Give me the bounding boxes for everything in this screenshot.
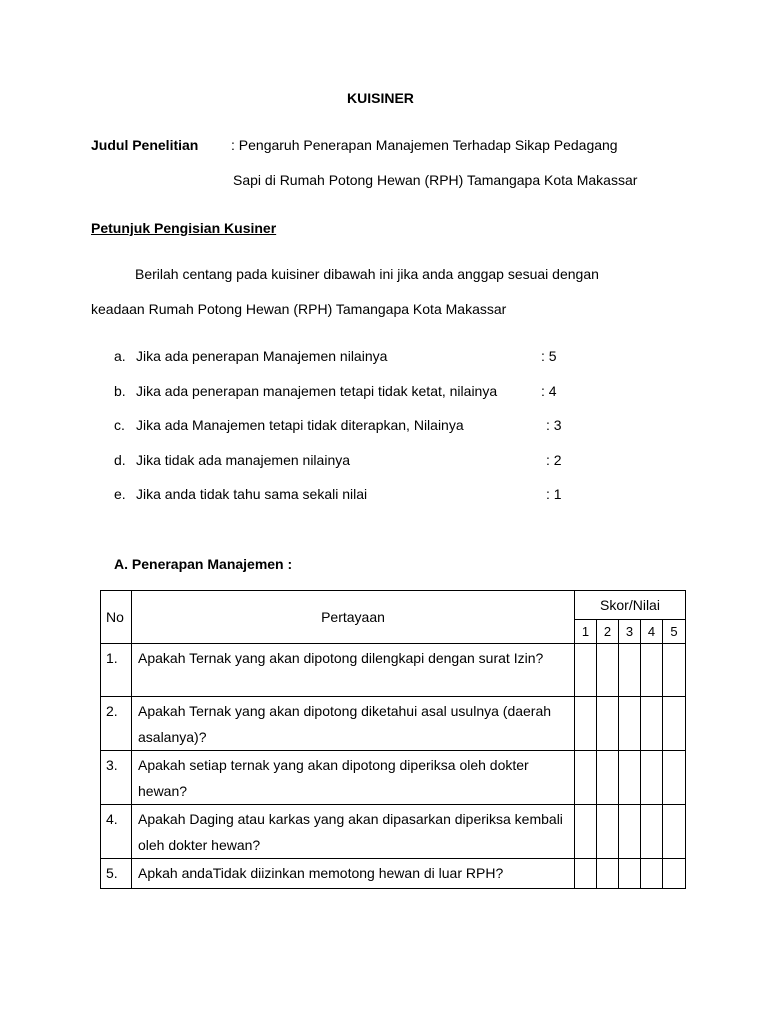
question-text: Apakah Ternak yang akan dipotong diketahui asal usulnya (daerah asalanya)? — [132, 697, 575, 751]
score-cell-4[interactable] — [641, 859, 663, 889]
column-header-score: Skor/Nilai — [575, 591, 686, 620]
score-cell-2[interactable] — [597, 751, 619, 805]
table-row — [101, 644, 686, 697]
score-cell-3[interactable] — [619, 751, 641, 805]
option-value: : 4 — [541, 383, 557, 399]
instructions-paragraph-line1: Berilah centang pada kuisiner dibawah ini jika anda anggap sesuai dengan — [135, 266, 599, 282]
score-header-1: 1 — [575, 620, 597, 644]
option-value: : 3 — [546, 417, 562, 433]
score-cell-3[interactable] — [619, 644, 641, 697]
document-title: KUISINER — [347, 90, 414, 106]
section-a-heading: A. Penerapan Manajemen : — [114, 556, 293, 572]
score-cell-5[interactable] — [663, 751, 686, 805]
option-letter: c. — [114, 417, 125, 433]
column-header-no: No — [101, 591, 132, 644]
score-cell-3[interactable] — [619, 697, 641, 751]
research-title-label: Judul Penelitian — [91, 137, 199, 153]
score-cell-4[interactable] — [641, 644, 663, 697]
score-header-3: 3 — [619, 620, 641, 644]
research-title-line1: : Pengaruh Penerapan Manajemen Terhadap Sikap Pedagang — [231, 137, 618, 153]
column-header-question: Pertayaan — [132, 591, 575, 644]
score-cell-1[interactable] — [575, 805, 597, 859]
option-text: Jika tidak ada manajemen nilainya — [136, 452, 351, 468]
question-text: Apakah Daging atau karkas yang akan dipasarkan diperiksa kembali oleh dokter hewan? — [132, 805, 575, 859]
row-number: 1. — [106, 650, 118, 666]
score-header-5: 5 — [663, 620, 686, 644]
question-text: Apakah setiap ternak yang akan dipotong diperiksa oleh dokter hewan? — [132, 751, 575, 805]
score-cell-4[interactable] — [641, 751, 663, 805]
instructions-heading: Petunjuk Pengisian Kusiner — [91, 220, 277, 236]
score-cell-4[interactable] — [641, 805, 663, 859]
option-letter: a. — [114, 348, 126, 364]
option-letter: e. — [114, 486, 126, 502]
score-cell-1[interactable] — [575, 751, 597, 805]
research-title-line2: Sapi di Rumah Potong Hewan (RPH) Tamangapa Kota Makassar — [233, 172, 638, 188]
score-cell-1[interactable] — [575, 644, 597, 697]
option-text: Jika anda tidak tahu sama sekali nilai — [136, 486, 368, 502]
option-text: Jika ada penerapan manajemen tetapi tidak ketat, nilainya — [136, 383, 498, 399]
questionnaire-table — [100, 590, 686, 889]
row-number: 2. — [106, 703, 118, 719]
instructions-paragraph-line2: keadaan Rumah Potong Hewan (RPH) Tamangapa Kota Makassar — [91, 301, 507, 317]
score-header-4: 4 — [641, 620, 663, 644]
table-row — [101, 805, 686, 859]
option-value: : 1 — [546, 486, 562, 502]
score-header-2: 2 — [597, 620, 619, 644]
row-number: 4. — [106, 811, 118, 827]
table-row — [101, 751, 686, 805]
score-cell-5[interactable] — [663, 644, 686, 697]
option-value: : 5 — [541, 348, 557, 364]
row-number: 5. — [106, 865, 118, 881]
score-cell-3[interactable] — [619, 805, 641, 859]
score-cell-2[interactable] — [597, 644, 619, 697]
table-row — [101, 697, 686, 751]
option-text: Jika ada Manajemen tetapi tidak diterapkan, Nilainya — [136, 417, 464, 433]
score-cell-2[interactable] — [597, 805, 619, 859]
score-cell-5[interactable] — [663, 697, 686, 751]
score-cell-2[interactable] — [597, 697, 619, 751]
score-cell-2[interactable] — [597, 859, 619, 889]
option-text: Jika ada penerapan Manajemen nilainya — [136, 348, 388, 364]
option-letter: d. — [114, 452, 126, 468]
row-number: 3. — [106, 757, 118, 773]
question-text: Apakah Ternak yang akan dipotong dilengkapi dengan surat Izin? — [132, 644, 575, 697]
score-cell-1[interactable] — [575, 697, 597, 751]
score-cell-3[interactable] — [619, 859, 641, 889]
table-row — [101, 859, 686, 889]
score-cell-4[interactable] — [641, 697, 663, 751]
question-text: Apkah andaTidak diizinkan memotong hewan di luar RPH? — [132, 859, 575, 889]
option-value: : 2 — [546, 452, 562, 468]
option-letter: b. — [114, 383, 126, 399]
score-cell-5[interactable] — [663, 859, 686, 889]
score-cell-1[interactable] — [575, 859, 597, 889]
score-cell-5[interactable] — [663, 805, 686, 859]
